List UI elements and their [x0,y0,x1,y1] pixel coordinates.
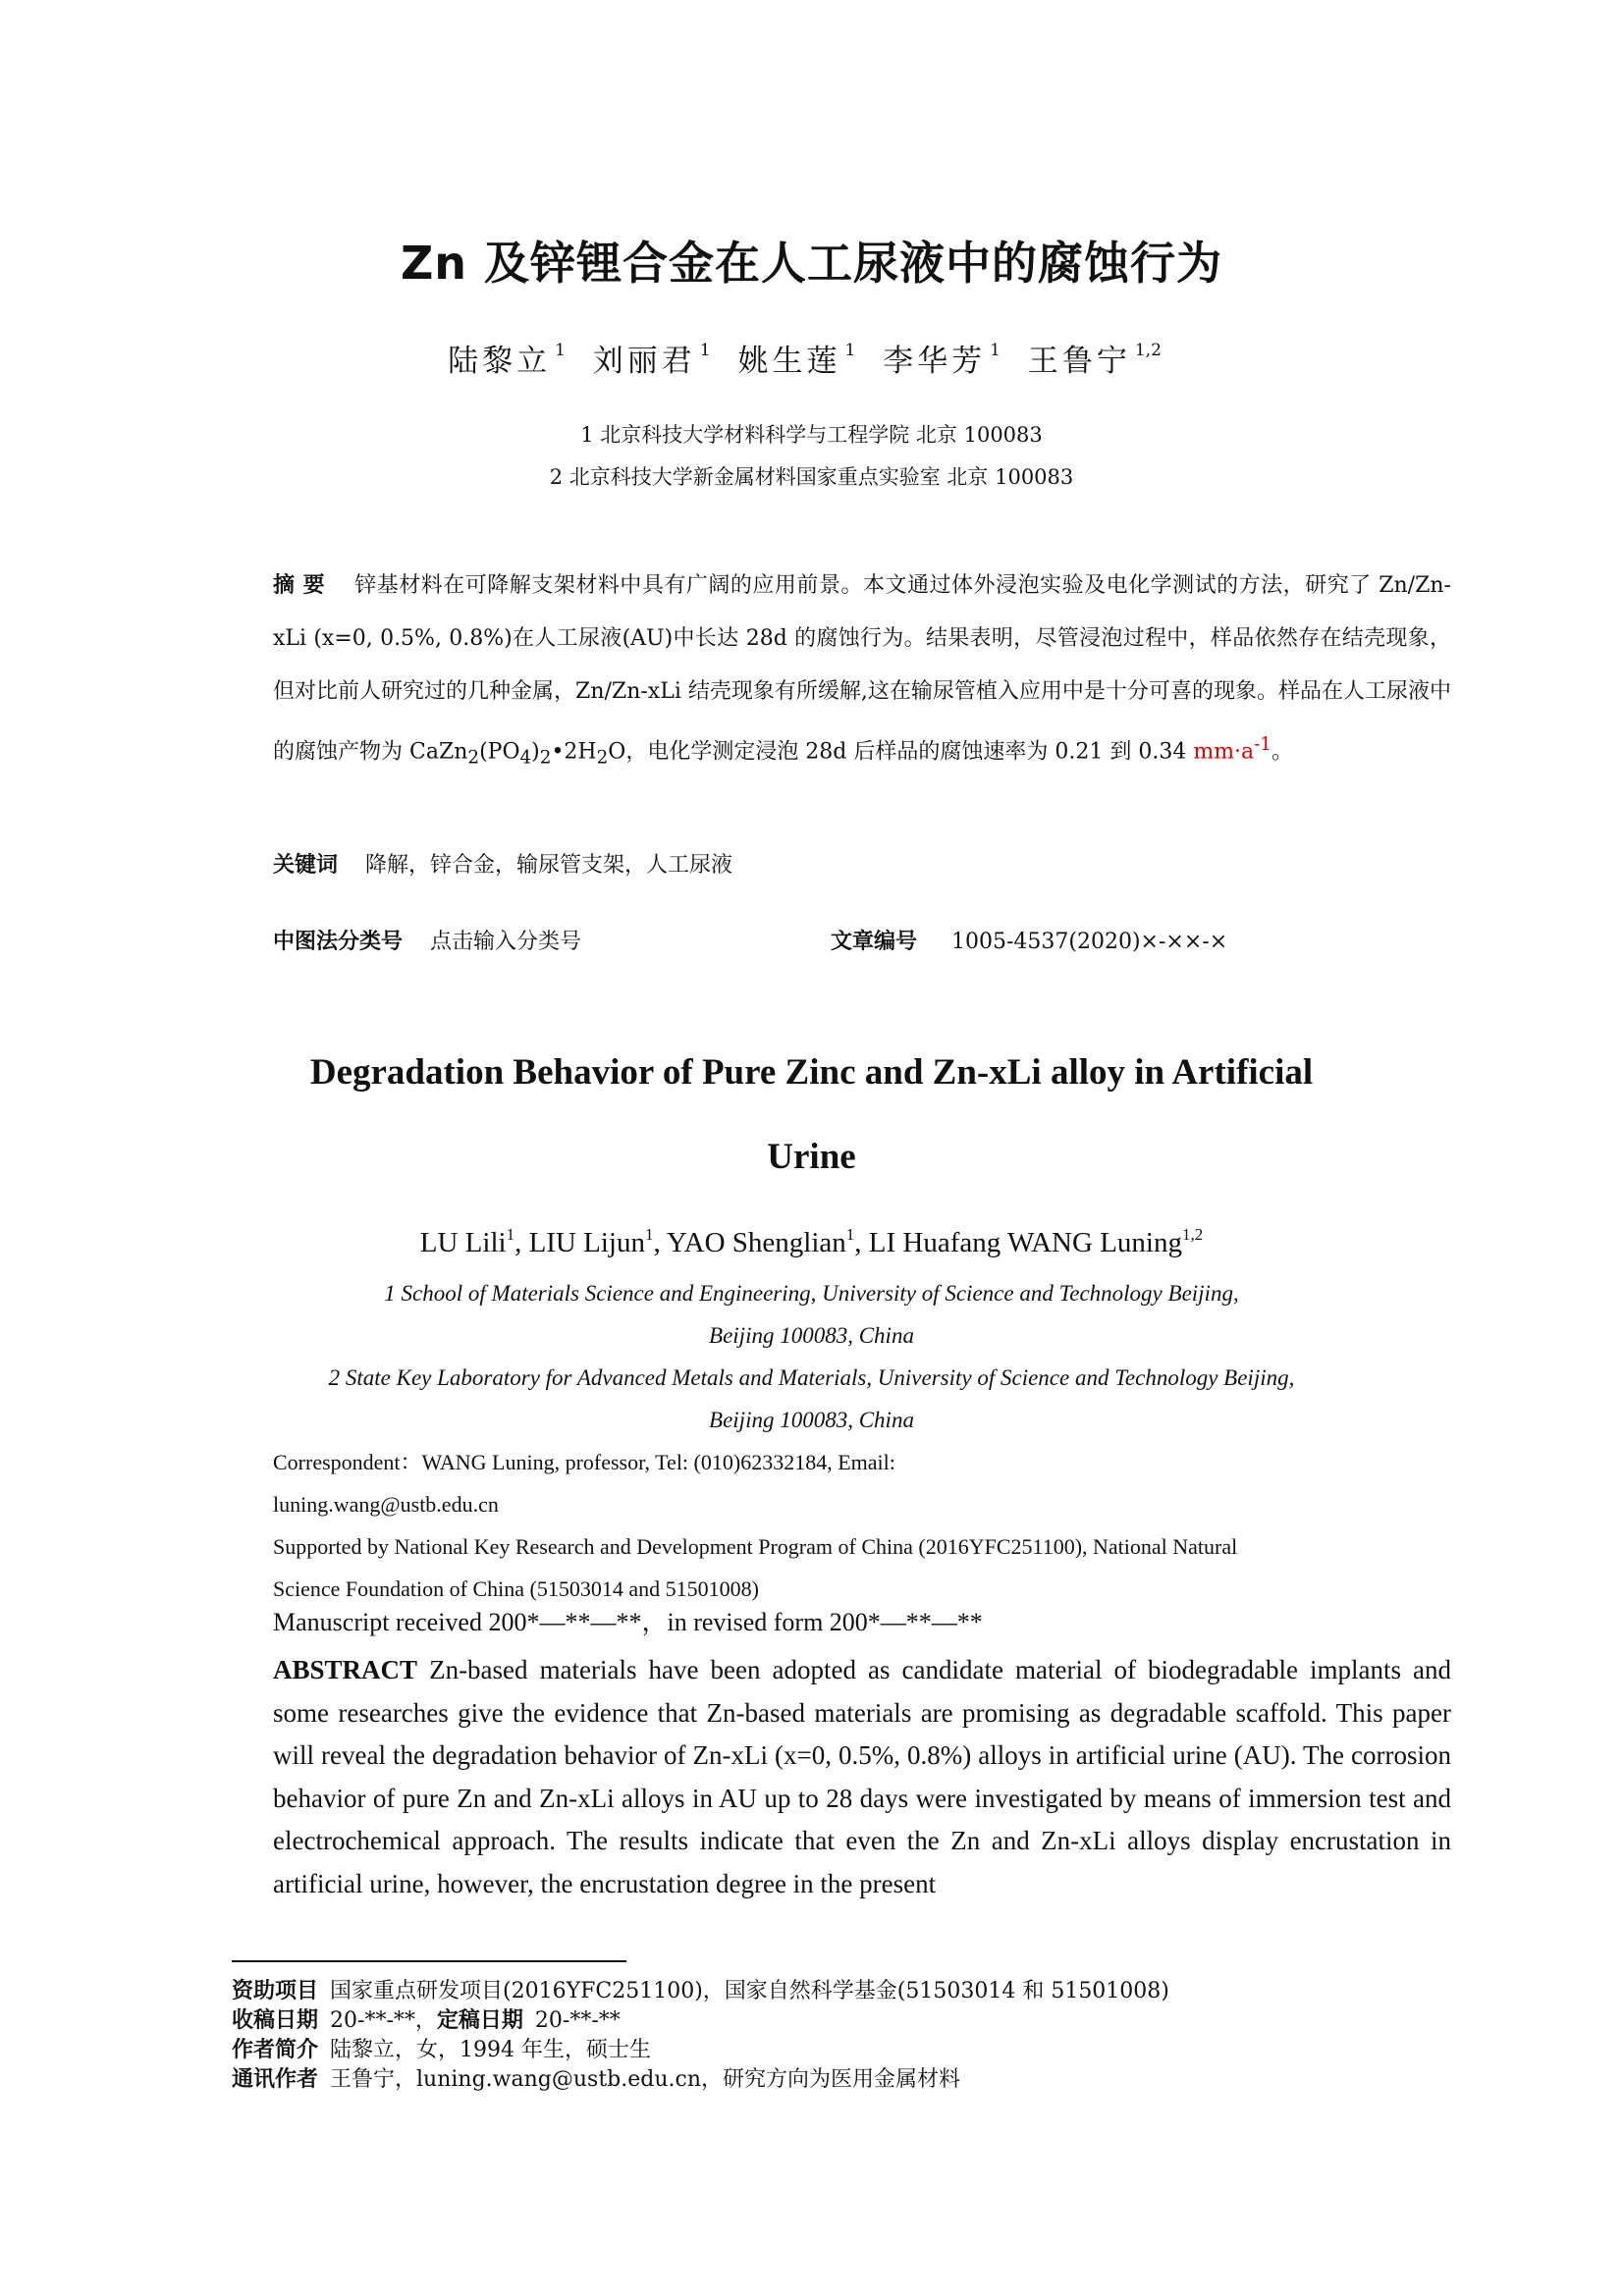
author-separator: , [514,1227,529,1258]
correspondent-email[interactable]: luning.wang@ustb.edu.cn [273,1492,499,1517]
abstract-en [273,1649,1451,1905]
supported-line2: Science Foundation of China (51503014 and 51501008) [273,1576,759,1601]
author-name-en: LIU Lijun [528,1227,645,1258]
footnote-funding-label: 资助项目 [232,1979,319,2003]
corrosion-rate-unit: mm·a [1193,739,1255,765]
manuscript-dates: Manuscript received 200*—**—**，in revised form 200*—**—** [273,1608,983,1636]
abstract-zh [273,560,1451,785]
affiliation-en-2 [0,1357,1623,1441]
author-name: 姚生莲 [737,344,841,379]
abstract-en-label: ABSTRACT [273,1655,418,1684]
footnote-author-text: 陆黎立，女，1994 年生，硕士生 [330,2038,651,2062]
footnote-corr-label: 通讯作者 [232,2067,319,2092]
unit-exponent: -1 [1254,734,1272,755]
author-affiliation-mark: 1 [506,1225,515,1244]
affiliation-en-1 [0,1272,1623,1357]
author-affiliation-mark: 1 [844,341,856,360]
subscript: 2 [596,747,609,769]
author-affiliation-mark: 1 [990,341,1001,360]
paper-title-en-line2: Urine [767,1137,856,1177]
subscript: 2 [467,747,480,769]
keywords-zh [273,848,1451,879]
author-name: 王鲁宁 [1027,344,1131,379]
footnote-finalized-label: 定稿日期 [436,2008,523,2033]
article-number-value: 1005-4537(2020)×-××-× [950,930,1228,954]
footnote-funding [232,1977,1508,2006]
affiliation-zh-2: 2 北京科技大学新金属材料国家重点实验室 北京 100083 [549,465,1074,489]
footnote-author [232,2036,1508,2065]
abstract-zh-end: 。 [1271,739,1294,765]
subscript: 2 [539,747,552,769]
author-separator: , [854,1227,869,1258]
article-number-label: 文章编号 [831,930,918,954]
affiliation-zh-1: 1 北京科技大学材料科学与工程学院 北京 100083 [580,423,1043,447]
footnote-dates [232,2006,1508,2036]
article-number-group [831,925,1227,955]
classification-label: 中图法分类号 [273,930,404,954]
paper-title-zh: Zn 及锌锂合金在人工尿液中的腐蚀行为 [400,237,1223,290]
abstract-zh-text-3: ) [531,739,540,765]
footnote-correspondent [232,2065,1508,2095]
author-separator: , [653,1227,667,1258]
footnote-finalized-text: 20-**-** [534,2008,621,2033]
abstract-zh-text-2: (PO [479,739,520,765]
keywords-label: 关键词 [273,853,339,878]
footnote-author-label: 作者简介 [232,2038,319,2062]
abstract-zh-label: 摘 要 [273,573,326,598]
author-affiliation-mark: 1 [845,1225,855,1244]
author-list-zh [0,336,1623,380]
abstract-zh-text-1: 锌基材料在可降解支架材料中具有广阔的应用前景。本文通过体外浸泡实验及电化学测试的方法，研究了 Zn/Zn-xLi (x=0, 0.5%, 0.8%)在人工尿液(AU)中长达 28d 的腐蚀行为。结果表明，尽管浸泡过程中，样品依然存在结壳现象，但对比前人研究过的几种金属，Zn/Zn-xLi 结壳现象有所缓解,这在输尿管植入应用中是十分可喜的现象。样品在人工尿液中的腐蚀产物为 CaZn [273,573,1451,765]
author-name: 刘丽君 [592,344,696,379]
supported-line1: Supported by National Key Research and Development Program of China (2016YFC251100), National Natural [273,1534,1238,1559]
affiliation-en-1-line2: Beijing 100083, China [709,1323,914,1348]
footnote-received-text: 20-**-**， [330,2008,437,2033]
paper-title-en [0,1031,1623,1200]
author-name-en: LI Huafang WANG Luning [868,1227,1182,1258]
author-affiliation-mark: 1 [555,341,566,360]
author-name: 陆黎立 [448,344,552,379]
author-list-en [0,1225,1623,1259]
abstract-en-text: Zn-based materials have been adopted as candidate material of biodegradable implants and some researches give the evidence that Zn-based materials are promising as degradable scaffold. This paper will reveal the degradation behavior of Zn-xLi (x=0, 0.5%, 0.8%) alloys in artificial urine (AU). The corrosion behavior of pure Zn and Zn-xLi alloys in AU up to 28 days were investigated by means of immersion test and electrochemical approach. The results indicate that even the Zn and Zn-xLi alloys display encrustation in artificial urine, however, the encrustation degree in the present [273,1655,1451,1898]
correspondent-line1: Correspondent：WANG Luning, professor, Tel: (010)62332184, Email: [273,1450,895,1474]
author-name-en: LU Lili [419,1227,507,1258]
footnote-funding-text: 国家重点研发项目(2016YFC251100)，国家自然科学基金(51503014 和 51501008) [330,1979,1169,2003]
author-affiliation-mark: 1 [699,341,711,360]
paper-title-en-line1: Degradation Behavior of Pure Zinc and Zn-xLi alloy in Artificial [309,1052,1314,1093]
classification-value[interactable]: 点击输入分类号 [430,930,582,954]
footnote-divider [232,1960,626,1962]
abstract-zh-text-4: •2H [551,739,597,765]
affiliation-en-1-line1: 1 School of Materials Science and Engineering, University of Science and Technology Beijing, [384,1281,1239,1306]
correspondent-block [273,1441,1451,1610]
classification-row [273,925,1451,955]
affiliation-en-2-line1: 2 State Key Laboratory for Advanced Metals and Materials, University of Science and Technology Beijing, [328,1365,1295,1390]
abstract-zh-text-5: O，电化学测定浸泡 28d 后样品的腐蚀速率为 0.21 到 0.34 [608,739,1194,765]
author-affiliation-mark: 1 [644,1225,654,1244]
footnote-received-label: 收稿日期 [232,2008,319,2033]
author-name: 李华芳 [883,344,987,379]
footnotes [232,1977,1508,2095]
subscript: 4 [519,747,532,769]
affiliation-en-2-line2: Beijing 100083, China [709,1408,914,1432]
footnote-corr-text: 王鲁宁，luning.wang@ustb.edu.cn，研究方向为医用金属材料 [330,2067,961,2092]
author-affiliation-mark: 1,2 [1134,341,1162,360]
author-affiliation-mark: 1,2 [1181,1225,1204,1244]
author-name-en: YAO Shenglian [666,1227,846,1258]
keywords-text: 降解，锌合金，输尿管支架，人工尿液 [365,853,733,878]
